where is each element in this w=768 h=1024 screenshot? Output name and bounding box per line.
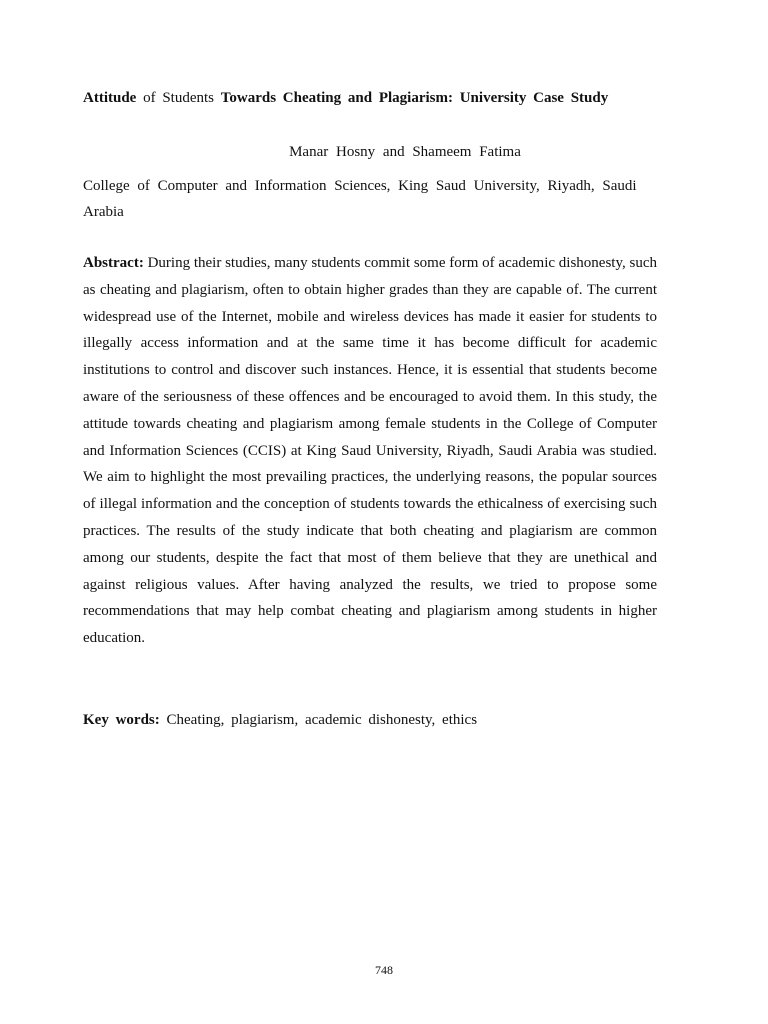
title-part-2: of Students <box>143 90 214 106</box>
keywords-label: Key words: <box>83 712 160 728</box>
keywords <box>83 709 657 731</box>
abstract-label: Abstract: <box>83 255 144 271</box>
author-list: Manar Hosny and Shameem Fatima <box>289 144 521 160</box>
title-part-1: Attitude <box>83 90 137 106</box>
abstract <box>83 250 657 652</box>
affiliation: College of Computer and Information Sciences, King Saud University, Riyadh, Saudi Arabia <box>83 178 637 220</box>
abstract-text: During their studies, many students commit some form of academic dishonesty, such as cheating and plagiarism, often to obtain higher grades than they are capable of. The current widespread use of the Internet, mobile and wireless devices has made it easier for students to illegally access information and at the same time it has become difficult for academic institutions to control and discover such instances. Hence, it is essential that students become aware of the seriousness of these offences and be encouraged to avoid them. In this study, the attitude towards cheating and plagiarism among female students in the College of Computer and Information Sciences (CCIS) at King Saud University, Riyadh, Saudi Arabia was studied. We aim to highlight the most prevailing practices, the underlying reasons, the popular sources of illegal information and the conception of students towards the ethicalness of exercising such practices. The results of the study indicate that both cheating and plagiarism are common among our students, despite the fact that most of them believe that they are unethical and against religious values. After having analyzed the results, we tried to propose some recommendations that may help combat cheating and plagiarism among students in higher education. <box>83 255 657 647</box>
title-part-3: Towards Cheating and Plagiarism: University Case Study <box>220 90 609 106</box>
paper-title <box>83 88 683 108</box>
keywords-text: Cheating, plagiarism, academic dishonesty, ethics <box>166 712 478 728</box>
page-number: 748 <box>375 963 393 977</box>
